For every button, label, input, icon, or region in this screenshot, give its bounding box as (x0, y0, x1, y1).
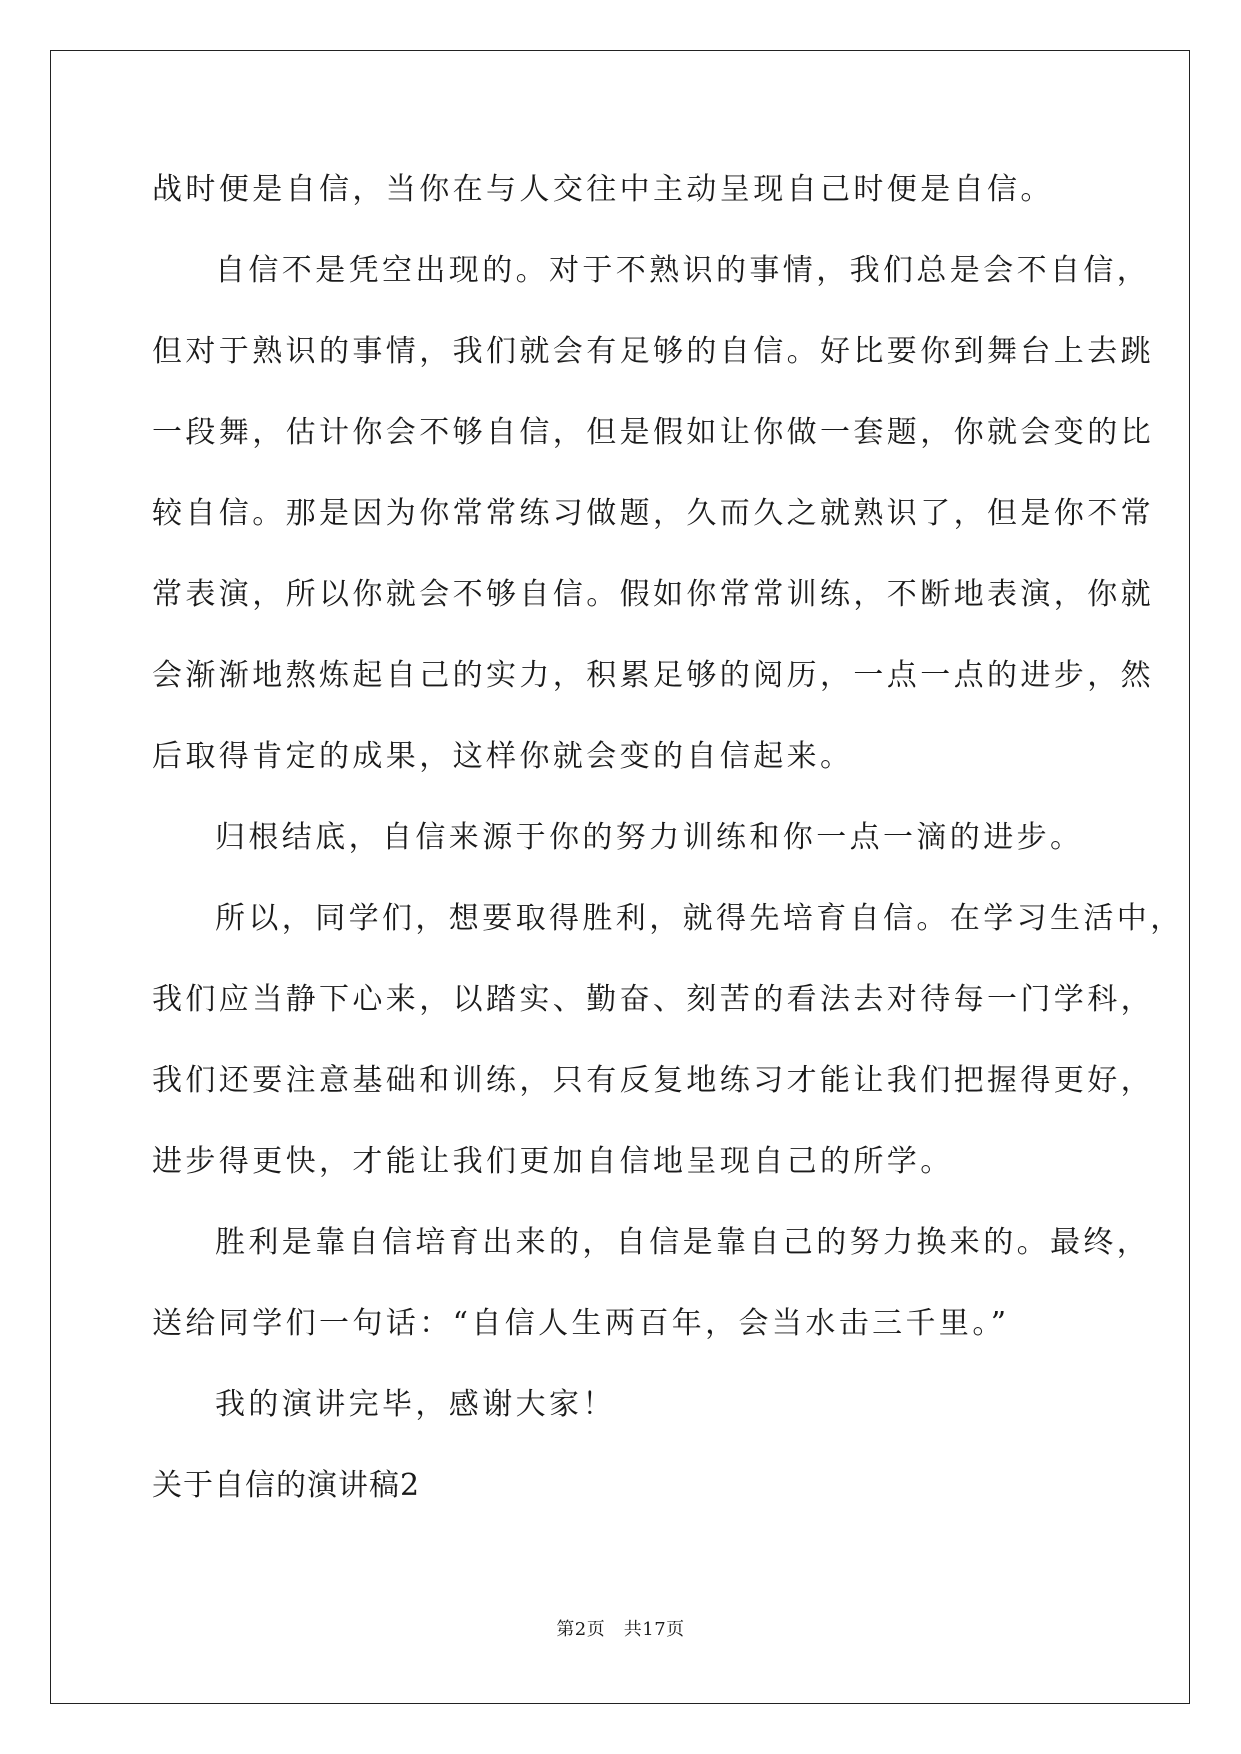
paragraph-line: 后取得肯定的成果，这样你就会变的自信起来。 (152, 739, 854, 774)
paragraph-line: 一段舞，估计你会不够自信，但是假如让你做一套题，你就会变的比 (152, 415, 1154, 450)
paragraph-line: 我们还要注意基础和训练，只有反复地练习才能让我们把握得更好， (152, 1063, 1154, 1098)
paragraph-line: 但对于熟识的事情，我们就会有足够的自信。好比要你到舞台上去跳 (152, 334, 1154, 369)
document-body (152, 145, 1184, 1522)
paragraph-line: 进步得更快，才能让我们更加自信地呈现自己的所学。 (152, 1144, 954, 1179)
page-number-footer: 第2页 共17页 (556, 1619, 685, 1640)
paragraph-line: 我们应当静下心来，以踏实、勤奋、刻苦的看法去对待每一门学科， (152, 982, 1154, 1017)
paragraph-line: 胜利是靠自信培育出来的，自信是靠自己的努力换来的。最终， (215, 1225, 1151, 1260)
paragraph-line: 较自信。那是因为你常常练习做题，久而久之就熟识了，但是你不常 (152, 496, 1154, 531)
paragraph-line: 送给同学们一句话：“自信人生两百年，会当水击三千里。” (152, 1306, 1010, 1341)
paragraph-line: 所以，同学们，想要取得胜利，就得先培育自信。在学习生活中， (215, 901, 1184, 936)
paragraph-line: 自信不是凭空出现的。对于不熟识的事情，我们总是会不自信， (215, 253, 1151, 288)
paragraph-line: 归根结底，自信来源于你的努力训练和你一点一滴的进步。 (215, 820, 1084, 855)
section-heading: 关于自信的演讲稿2 (152, 1468, 421, 1503)
paragraph-line: 常表演，所以你就会不够自信。假如你常常训练，不断地表演，你就 (152, 577, 1154, 612)
paragraph-line: 会渐渐地熬炼起自己的实力，积累足够的阅历，一点一点的进步，然 (152, 658, 1154, 693)
paragraph-line: 我的演讲完毕，感谢大家！ (215, 1387, 616, 1422)
paragraph-line: 战时便是自信，当你在与人交往中主动呈现自己时便是自信。 (152, 172, 1054, 207)
